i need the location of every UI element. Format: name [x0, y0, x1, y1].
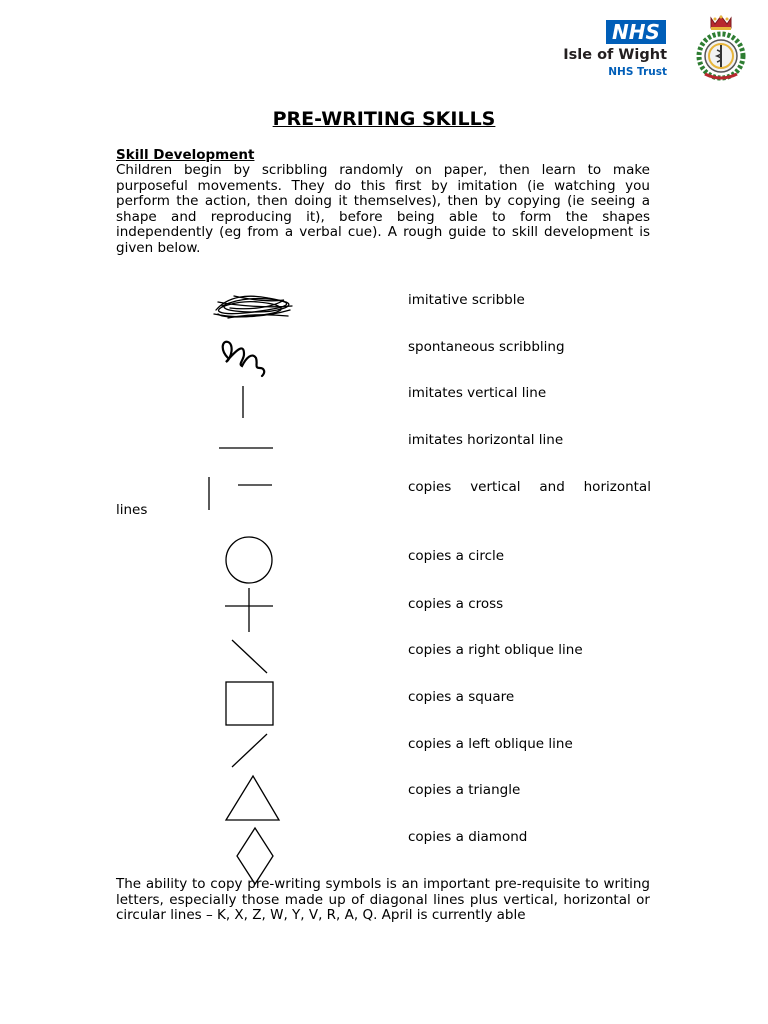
stage-label-word: horizontal — [583, 479, 651, 495]
stage-label: copies a square — [408, 689, 515, 705]
trust-name: NHS Trust — [608, 66, 667, 78]
vertical-line-icon — [236, 384, 250, 420]
vertical-horizontal-lines-icon — [202, 474, 278, 514]
stage-label — [408, 479, 651, 495]
stage-label: copies a left oblique line — [408, 736, 573, 752]
squiggle-icon — [216, 336, 272, 378]
org-name: Isle of Wight — [563, 47, 667, 63]
stage-label: imitates vertical line — [408, 385, 547, 401]
horizontal-line-icon — [216, 440, 276, 454]
header-logos — [560, 14, 750, 84]
stage-label: spontaneous scribbling — [408, 339, 565, 355]
stage-label: copies a right oblique line — [408, 642, 583, 658]
cross-icon — [222, 586, 278, 634]
stage-label-word: and — [539, 479, 565, 495]
intro-paragraph: Children begin by scribbling randomly on paper, then learn to make purposeful movements. They do this first by imitation (ie watching you perform the action, then doing it themselves), then by copying (ie seeing a shape and reproducing it), before being able to form the shapes independently (eg from a verbal cue). A rough guide to skill development is given below. — [116, 162, 650, 256]
section-heading: Skill Development — [116, 147, 255, 163]
closing-paragraph: The ability to copy pre-writing symbols is an important pre-requisite to writing letters, especially those made up of diagonal lines plus vertical, horizontal or circular lines – K, X, Z, W, Y, V, R, A, Q. April is currently able — [116, 876, 650, 924]
circle-icon — [222, 534, 278, 586]
stage-label: copies a circle — [408, 548, 505, 564]
left-oblique-line-icon — [226, 730, 272, 772]
page-title: PRE-WRITING SKILLS — [272, 108, 496, 130]
stage-label: imitates horizontal line — [408, 432, 564, 448]
stage-label-continuation: lines — [116, 502, 148, 518]
stage-label: imitative scribble — [408, 292, 525, 308]
stage-label-word: vertical — [470, 479, 521, 495]
crest-icon — [695, 14, 747, 82]
triangle-icon — [222, 772, 284, 824]
stage-label: copies a cross — [408, 596, 504, 612]
nhs-logo: NHS — [606, 20, 666, 44]
square-icon — [222, 678, 278, 730]
right-oblique-line-icon — [226, 636, 272, 678]
stage-label: copies a triangle — [408, 782, 521, 798]
scribble-icon — [208, 288, 298, 328]
stage-label: copies a diamond — [408, 829, 528, 845]
stage-label-word: copies — [408, 479, 452, 495]
